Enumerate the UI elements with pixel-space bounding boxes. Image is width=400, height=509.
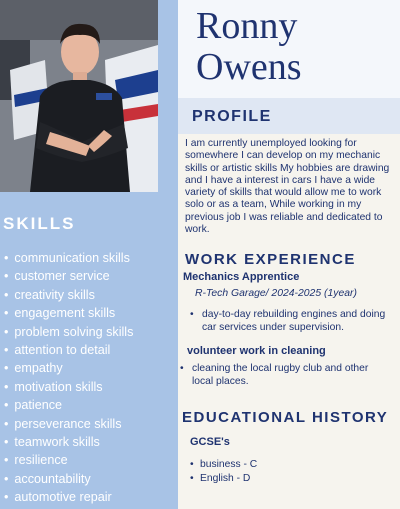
skill-item: • attention to detail — [4, 341, 133, 359]
skill-item: • patience — [4, 396, 133, 414]
skill-item: • motivation skills — [4, 378, 133, 396]
portrait-illustration — [0, 0, 158, 192]
volunteer-heading: volunteer work in cleaning — [187, 345, 326, 357]
grade-item: • English - D — [190, 472, 257, 486]
volunteer-item: • cleaning the local rugby club and other local places. — [180, 362, 380, 388]
skill-item: • empathy — [4, 359, 133, 377]
education-list — [190, 458, 257, 486]
skill-item: • engagement skills — [4, 304, 133, 322]
job-employer-dates: R-Tech Garage/ 2024-2025 (1year) — [195, 288, 357, 299]
volunteer-list — [180, 362, 380, 388]
skill-item: • communication skills — [4, 249, 133, 267]
last-name: Owens — [196, 46, 302, 88]
work-experience-heading: WORK EXPERIENCE — [185, 251, 356, 268]
profile-heading: PROFILE — [192, 108, 272, 125]
skill-item: • accountability — [4, 470, 133, 488]
skill-item: • creativity skills — [4, 286, 133, 304]
skill-item: • perseverance skills — [4, 415, 133, 433]
skills-heading: SKILLS — [3, 214, 76, 233]
skill-item: • automotive repair — [4, 488, 133, 506]
skill-item: • problem solving skills — [4, 323, 133, 341]
job-duties-list — [190, 308, 398, 334]
sidebar — [0, 0, 178, 509]
skill-item: • teamwork skills — [4, 433, 133, 451]
skills-list — [4, 249, 133, 506]
qualification-label: GCSE's — [190, 436, 230, 448]
name-header — [178, 0, 400, 98]
education-heading: EDUCATIONAL HISTORY — [182, 409, 389, 426]
profile-photo — [0, 0, 158, 192]
job-duty-item: • day-to-day rebuilding engines and doing car services under supervision. — [190, 308, 398, 334]
skill-item: • customer service — [4, 267, 133, 285]
job-title: Mechanics Apprentice — [183, 271, 300, 283]
first-name: Ronny — [196, 5, 298, 47]
profile-text: I am currently unemployed looking for somewhere I can develop on my mechanic skills or artistic skills My hobbies are drawing and I have a interest in cars I have a wide variety of skills that would allow me to work solo or as a team, While working in my previous job I was reliable and dedicated to work. — [185, 138, 390, 236]
grade-item: • business - C — [190, 458, 257, 472]
skill-item: • resilience — [4, 451, 133, 469]
